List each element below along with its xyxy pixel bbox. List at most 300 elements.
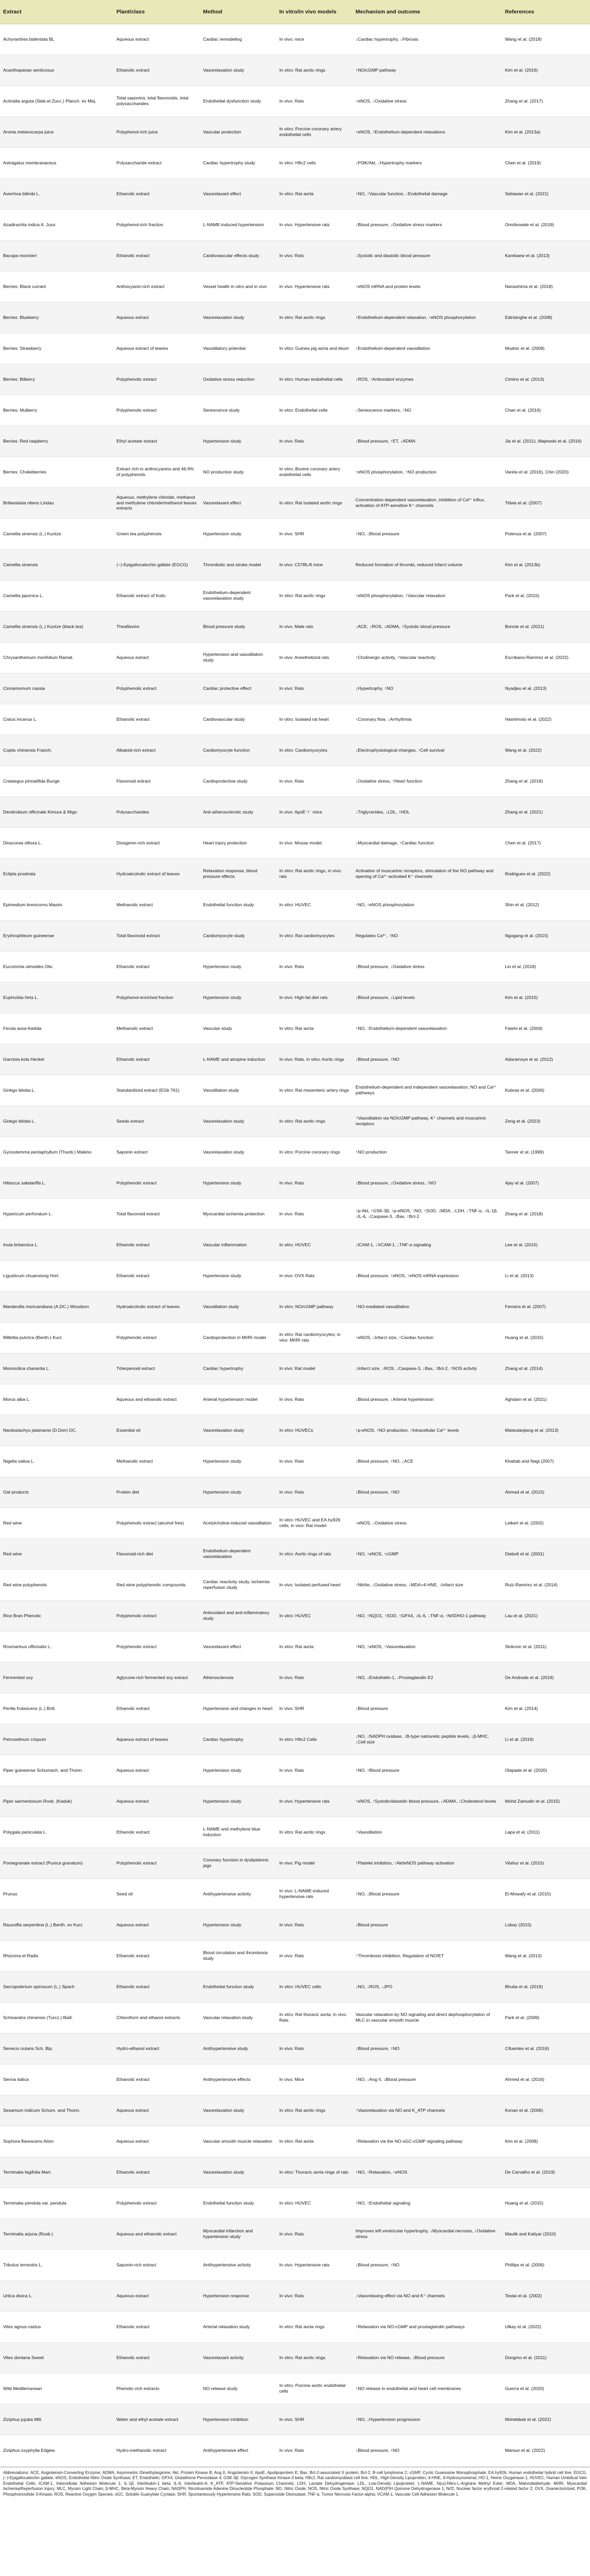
cell-plant-class: Polyphenolic extract <box>113 1322 200 1353</box>
cell-models: In vitro: Bovine coronary artery endothelial cells <box>276 456 352 487</box>
cell-plant-class: Polyphenol-enriched fraction <box>113 982 200 1013</box>
cell-extract: Cistus incanus L. <box>0 704 113 735</box>
cell-references: Omóbowale et al. (2019) <box>502 209 590 240</box>
cell-mechanism: Reduced formation of thrombi, reduced infarct volume <box>352 549 502 580</box>
cell-plant-class: Phenolic-rich extracts <box>113 2373 200 2404</box>
table-row <box>0 1971 590 2002</box>
cell-references: Mohebbati et al. (2022) <box>502 2404 590 2435</box>
cell-extract: Berries: Mulberry <box>0 395 113 426</box>
cell-method: Hypertension study <box>200 951 276 982</box>
cell-method: Cardiac reactivity study, ischemia-reperfusion study <box>200 1569 276 1600</box>
table-row <box>0 395 590 426</box>
cell-references: Jia et al. (2011), Majewski et al. (2016) <box>502 426 590 456</box>
cell-mechanism: ↑p-Akt, ↑GSK-3β, ↑p-eNOS, ↑NO, ↑SOD, ↓MDA, ↓LDH, ↓TNF-α, ↓IL-1β, ↓IL-6, ↓Caspase-3, ↓Bax, ↑Bcl-2 <box>352 1198 502 1229</box>
cell-models: In vitro: HUVEC <box>276 889 352 920</box>
cell-method: Vasorelaxation study <box>200 2157 276 2188</box>
cell-plant-class: Ethanolic extract <box>113 55 200 86</box>
cell-extract: Hibiscus sabdariffa L. <box>0 1167 113 1198</box>
cell-models: In vivo: Rats <box>276 673 352 704</box>
cell-extract: Rice Bran Phenolic <box>0 1600 113 1631</box>
cell-extract: Red wine <box>0 1538 113 1569</box>
cell-references: Leikert et al. (2002) <box>502 1507 590 1538</box>
cell-method: Vasodilatory potential <box>200 333 276 364</box>
cell-references: Sinkovic et al. (2011) <box>502 1631 590 1662</box>
table-row <box>0 2435 590 2466</box>
cell-extract: Averrhoa bilimbi L. <box>0 178 113 209</box>
cell-mechanism: ↓Blood pressure <box>352 1909 502 1940</box>
cell-method: Heart injury protection <box>200 827 276 858</box>
cell-models: In vivo: Rats <box>276 1477 352 1507</box>
cell-references: Potenza et al. (2007) <box>502 518 590 549</box>
cell-mechanism: ↓Oxidative stress, ↑Heart function <box>352 766 502 796</box>
cell-plant-class: Aqueous and ethanolic extract <box>113 2218 200 2249</box>
cell-references: Lapa et al. (2011) <box>502 1817 590 1848</box>
cell-models: In vivo: Rats <box>276 766 352 796</box>
cell-plant-class: Methanolic extract <box>113 1013 200 1044</box>
table-row <box>0 1353 590 1384</box>
cell-plant-class: Seeds extract <box>113 1106 200 1137</box>
cell-mechanism: ↑NO, ↑Blood pressure <box>352 1755 502 1786</box>
cell-references: De Carvalho et al. (2019) <box>502 2157 590 2188</box>
cell-extract: Momordica charantia L. <box>0 1353 113 1384</box>
cell-plant-class: Seed oil <box>113 1878 200 1909</box>
header-mechanism: Mechanism and outcome <box>352 0 502 24</box>
cell-plant-class: Ethanolic extract <box>113 178 200 209</box>
cell-models: In vitro: Rat cardiomyocytes; in vivo: MI/RI rats <box>276 1322 352 1353</box>
cell-plant-class: Aqueous extract <box>113 2126 200 2157</box>
cell-plant-class: Aqueous extract <box>113 2095 200 2126</box>
cell-plant-class: Polysaccharides <box>113 796 200 827</box>
cell-plant-class: Aqueous extract <box>113 302 200 333</box>
cell-mechanism: ↑NO, ↑NQO1, ↑SOD, ↑GPX4, ↓IL-6, ↓TNF-α, ↑Nrf2/HO-1 pathway <box>352 1600 502 1631</box>
table-row <box>0 24 590 55</box>
cell-plant-class: Aqueous extract of leaves <box>113 1724 200 1755</box>
cell-references: Olapade et al. (2020) <box>502 1755 590 1786</box>
cell-models: In vitro: Rat aorta <box>276 178 352 209</box>
cell-references: Mohd Zainudin et al. (2015) <box>502 1786 590 1817</box>
cell-extract: Rauvolfia serpentina (L.) Benth. ex Kurz <box>0 1909 113 1940</box>
table-row <box>0 1693 590 1724</box>
cell-plant-class: Water and ethyl acetate extract <box>113 2404 200 2435</box>
table-footnote: Abbreviations: ACE, Angiotensin-Converting Enzyme; ADMA, Asymmetric Dimethylarginine; Akt, Protein Kinase B; Ang II, Angiotensin II; ApoE, Apolipoprotein E; Bax, Bcl-2-associated X protein; Bcl-2, B-cell lymphoma 2; cGMP, Cyclic Guanosine Monophosphate; EA.hy926, Human endothelial hybrid cell line; EGCG, (−)-Epigallocatechin gallate; eNOS, Endothelial Nitric Oxide Synthase; ET, Endothelin; GPX4, Glutathione Peroxidase 4; GSK-3β, Glycogen Synthase Kinase-3 beta; H9c2, Rat cardiomyoblast cell line; HDL, High-Density Lipoprotein; 4-HNE, 4-Hydroxynonenal; HO-1, Heme Oxygenase-1; HUVEC, Human Umbilical Vein Endothelial Cells; ICAM-1, Intercellular Adhesion Molecule 1; IL-1β, Interleukin-1 beta; IL-6, Interleukin-6; K_ATP, ATP-Sensitive Potassium Channels; LDH, Lactate Dehydrogenase; LDL, Low-Density Lipoprotein; L-NAME, N(ω)-Nitro-L-Arginine Methyl Ester; MDA, Malondialdehyde; MI/RI, Myocardial Ischemia/Reperfusion Injury; MLC, Myosin Light Chain; β-MHC, Beta-Myosin Heavy Chain; NADPH, Nicotinamide Adenine Dinucleotide Phosphate; NO, Nitric Oxide; NOS, Nitric Oxide Synthase; NQO1, NAD(P)H Quinone Dehydrogenase 1; Nrf2, Nuclear factor erythroid 2-related factor 2; OVX, Ovariectomized; PI3K, Phosphoinositide 3-Kinase; ROS, Reactive Oxygen Species; sGC, Soluble Guanylate Cyclase; SHR, Spontaneously Hypertensive Rats; SOD, Superoxide Dismutase; TNF-α, Tumor Necrosis Factor-alpha; VCAM-1, Vascular Cell Adhesion Molecule 1. <box>0 2467 590 2497</box>
cell-extract: Coptis chinensis Franch. <box>0 735 113 766</box>
cell-references: Tanner et al. (1999) <box>502 1137 590 1167</box>
cell-plant-class: Saponin-rich extract <box>113 2249 200 2280</box>
cell-method: Hypertension study <box>200 1446 276 1477</box>
cell-references: Kim et al. (2013b) <box>502 549 590 580</box>
table-row <box>0 1198 590 1229</box>
table-row <box>0 2095 590 2126</box>
cell-method: Myocardial ischemia protection <box>200 1198 276 1229</box>
cell-extract: Berries: Bilberry <box>0 364 113 395</box>
cell-references: Ahmad et al. (2015) <box>502 1477 590 1507</box>
cell-mechanism: ↓Blood pressure, ↑NO <box>352 1044 502 1075</box>
cell-mechanism: ↑eNOS mRNA and protein levels <box>352 271 502 302</box>
cell-models: In vitro: HUVEC and EA.hy926 cells; in vivo: Rat model <box>276 1507 352 1538</box>
cell-plant-class: Total flavonoid extract <box>113 1198 200 1229</box>
cell-models: In vivo: Rats <box>276 1909 352 1940</box>
cell-plant-class: Methanolic extract <box>113 889 200 920</box>
table-row <box>0 1291 590 1322</box>
cell-extract: Eclipta prostrata <box>0 858 113 889</box>
cell-plant-class: Ethanolic extract <box>113 704 200 735</box>
cell-mechanism: ↓Cardiac hypertrophy, ↓Fibrosis <box>352 24 502 55</box>
cell-models: In vivo: Anesthetized rats <box>276 642 352 673</box>
cell-models: In vitro: Rat aortic rings <box>276 302 352 333</box>
cell-extract: Berries: Chokeberries <box>0 456 113 487</box>
cell-models: In vivo: Isolated perfused heart <box>276 1569 352 1600</box>
cell-models: In vitro: Rat isolated aortic rings <box>276 487 352 518</box>
cell-extract: Vitex agnus-castus <box>0 2311 113 2342</box>
cell-models: In vivo: Rats <box>276 1755 352 1786</box>
cell-plant-class: Ethanolic extract <box>113 2311 200 2342</box>
cell-models: In vitro: Rat mesenteric artery rings <box>276 1075 352 1106</box>
cell-plant-class: Diosgenin-rich extract <box>113 827 200 858</box>
cell-references: Ahmed et al. (2016) <box>502 2064 590 2095</box>
cell-models: In vitro: HUVEC cells <box>276 1971 352 2002</box>
cell-method: Cardiovascular effects study <box>200 240 276 271</box>
cell-extract: Epimedium brevicornu Maxim. <box>0 889 113 920</box>
table-row <box>0 1415 590 1446</box>
cell-plant-class: Ethanolic extract <box>113 240 200 271</box>
header-method: Method <box>200 0 276 24</box>
cell-models: In vitro: Porcine aortic endothelial cells <box>276 2373 352 2404</box>
cell-references: Diebolt et al. (2001) <box>502 1538 590 1569</box>
table-row <box>0 209 590 240</box>
cell-method: Arterial hypertension model <box>200 1384 276 1415</box>
table-row <box>0 1724 590 1755</box>
cell-mechanism: ↑NO, ↓Ang II, ↓Blood pressure <box>352 2064 502 2095</box>
cell-method: Cardiomyocyte study <box>200 920 276 951</box>
cell-extract: Millettia pulchra (Benth.) Kurz <box>0 1322 113 1353</box>
cell-extract: Berries: Strawberry <box>0 333 113 364</box>
cell-mechanism: ↓Hypertrophy, ↑NO <box>352 673 502 704</box>
cell-references: Phillips et al. (2006) <box>502 2249 590 2280</box>
cell-references: Kim et al. (2014) <box>502 1693 590 1724</box>
cell-references: Khattab and Nagi (2007) <box>502 1446 590 1477</box>
table-row <box>0 333 590 364</box>
cell-mechanism: ↓Electrophysiological changes, ↑Cell survival <box>352 735 502 766</box>
cell-mechanism: ↑NO production <box>352 1137 502 1167</box>
cell-models: In vivo: Rats <box>276 1446 352 1477</box>
cell-mechanism: ↓ACE, ↓ROS, ↓ADMA, ↑Systolic blood pressure <box>352 611 502 642</box>
cell-models: In vitro: HUVEC <box>276 1229 352 1260</box>
cell-references: Chen et al. (2019) <box>502 147 590 178</box>
cell-references: Ngogang et al. (2015) <box>502 920 590 951</box>
cell-method: Coronary function in dyslipidemic pigs <box>200 1848 276 1878</box>
cell-plant-class: Alkaloid-rich extract <box>113 735 200 766</box>
cell-plant-class: Ethanolic extract <box>113 1260 200 1291</box>
cell-mechanism: ↑eNOS phosphorylation, ↑NO production <box>352 456 502 487</box>
cell-references: Maulik and Katiyar (2010) <box>502 2218 590 2249</box>
cell-extract: Astragalus membranaceus <box>0 147 113 178</box>
cell-method: Endothelium-dependent vasorelaxation study <box>200 580 276 611</box>
cell-method: Oxidative stress reduction <box>200 364 276 395</box>
cell-mechanism: ↑NO, ↑eNOS, ↑cGMP <box>352 1538 502 1569</box>
cell-extract: Chrysanthemum morifolium Ramat. <box>0 642 113 673</box>
cell-method: Vasorelaxation study <box>200 1106 276 1137</box>
cell-extract: Morus alba L. <box>0 1384 113 1415</box>
table-row <box>0 456 590 487</box>
cell-plant-class: Ethanolic extract <box>113 2064 200 2095</box>
cell-references: De Andrade et al. (2019) <box>502 1662 590 1693</box>
cell-models: In vivo: SHR <box>276 2404 352 2435</box>
table-row <box>0 2033 590 2064</box>
cell-extract: Piper sarmentosum Roxb. (Kaduk) <box>0 1786 113 1817</box>
table-row <box>0 1013 590 1044</box>
cell-method: Vascular relaxation study <box>200 2002 276 2033</box>
cell-plant-class: Extract rich in anthocyanins and 46.9% of polyphenols <box>113 456 200 487</box>
cell-models: In vitro: Rat aortic rings <box>276 2342 352 2373</box>
cell-references: Huang et al. (2015) <box>502 1322 590 1353</box>
cell-method: Hypertension study <box>200 1786 276 1817</box>
cell-mechanism: ↓Blood pressure, ↓Oxidative stress, ↑NO <box>352 1167 502 1198</box>
cell-extract: Acanthopanax senticosus <box>0 55 113 86</box>
cell-extract: Vitex doniana Sweet <box>0 2342 113 2373</box>
cell-models: In vivo: Rats <box>276 1198 352 1229</box>
cell-extract: Petroselinum crispum <box>0 1724 113 1755</box>
cell-mechanism: Concentration-dependent vasorelaxation, inhibition of Ca²⁺ influx, activation of ATP-sensitive K⁺ channels <box>352 487 502 518</box>
cell-references: Setiawan et al. (2021) <box>502 178 590 209</box>
table-row <box>0 1167 590 1198</box>
cell-plant-class: Aqueous extract <box>113 24 200 55</box>
cell-extract: Senecio nutans Sch. Bip. <box>0 2033 113 2064</box>
cell-extract: Ziziphus oxyphylla Edgew. <box>0 2435 113 2466</box>
cell-extract: Wild Mediterranean <box>0 2373 113 2404</box>
cell-models: In vivo: Male rats <box>276 611 352 642</box>
cell-plant-class: Polyphenolic extract <box>113 395 200 426</box>
cell-mechanism: ↑Endothelium-dependent relaxation, ↑eNOS phosphorylation <box>352 302 502 333</box>
cell-references: Rodrigues et al. (2022) <box>502 858 590 889</box>
cell-references: Wang et al. (2022) <box>502 735 590 766</box>
cell-method: Blood circulation and thrombosis study <box>200 1940 276 1971</box>
cell-plant-class: Hydro-methanolic extract <box>113 2435 200 2466</box>
cell-method: Myocardial infarction and hypertension study <box>200 2218 276 2249</box>
table-row <box>0 55 590 86</box>
cell-plant-class: Polyphenolic extract <box>113 2188 200 2218</box>
cell-references: Varela et al. (2016), Chin (2020) <box>502 456 590 487</box>
cell-mechanism: ↑NO, ↑eNOS, ↑Vasorelaxation <box>352 1631 502 1662</box>
cell-method: Vasorelaxant activity <box>200 2342 276 2373</box>
cell-method: Atherosclerosis <box>200 1662 276 1693</box>
cell-method: Vascular study <box>200 1013 276 1044</box>
cell-plant-class: Chloroform and ethanol extracts <box>113 2002 200 2033</box>
cell-references: Kim et al. (2016) <box>502 55 590 86</box>
cell-plant-class: Ethanolic extract <box>113 1817 200 1848</box>
cell-mechanism: ↑NO, ↑eNOS phosphorylation <box>352 889 502 920</box>
cell-plant-class: Ethanolic extract of fruits <box>113 580 200 611</box>
table-row <box>0 549 590 580</box>
cell-method: L-NAME-induced hypertension <box>200 209 276 240</box>
table-row <box>0 1662 590 1693</box>
table-row <box>0 271 590 302</box>
cell-extract: Terminalia fagifolia Mart. <box>0 2157 113 2188</box>
cell-mechanism: ↑Nitrite, ↓Oxidative stress, ↓MDA+4-HNE, ↓Infarct size <box>352 1569 502 1600</box>
cell-references: Lin et al. (2018) <box>502 951 590 982</box>
cell-method: Vasorelaxation study <box>200 2095 276 2126</box>
cell-plant-class: Flavonoid-rich diet <box>113 1538 200 1569</box>
cell-models: In vivo: Hypertensive rats <box>276 1786 352 1817</box>
cell-extract: Aronia melanocarpa juice <box>0 116 113 147</box>
table-row <box>0 1260 590 1291</box>
cell-references: Kubota et al. (2006) <box>502 1075 590 1106</box>
cell-models: In vitro: HUVECs <box>276 1415 352 1446</box>
cell-method: Vasorelaxation study <box>200 1137 276 1167</box>
cell-method: Arterial relaxation study <box>200 2311 276 2342</box>
cell-mechanism: ↓Blood pressure, ↑NO <box>352 2033 502 2064</box>
cell-method: Vasorelaxant effect <box>200 1631 276 1662</box>
cell-plant-class: Aqueous extract <box>113 1755 200 1786</box>
cell-mechanism: ↑eNOS, ↓Oxidative stress <box>352 86 502 116</box>
table-row <box>0 1755 590 1786</box>
cell-models: In vitro: NO/cGMP pathway <box>276 1291 352 1322</box>
cell-references: Mansur et al. (2022) <box>502 2435 590 2466</box>
cell-references: Zhang et al. (2017) <box>502 86 590 116</box>
cell-mechanism: ↓Systolic and diastolic blood pressure <box>352 240 502 271</box>
cell-mechanism: ↓Blood pressure, ↓Oxidative stress <box>352 951 502 982</box>
cell-references: Kim et al. (2008) <box>502 2126 590 2157</box>
header-references: References <box>502 0 590 24</box>
cell-mechanism: ↓Blood pressure, ↑eNOS, ↑eNOS mRNA expression <box>352 1260 502 1291</box>
cell-method: L-NAME and atropine induction <box>200 1044 276 1075</box>
cell-models: In vivo: ApoE⁻/⁻ mice <box>276 796 352 827</box>
cell-extract: Ginkgo biloba L. <box>0 1075 113 1106</box>
table-row <box>0 364 590 395</box>
cell-models: In vivo: mice <box>276 24 352 55</box>
cell-extract: Brillantaisia nitens Lindau <box>0 487 113 518</box>
cell-extract: Camellia japonica L. <box>0 580 113 611</box>
cell-models: In vivo: Rats <box>276 2435 352 2466</box>
cell-plant-class: Polyphenolic extract <box>113 673 200 704</box>
cell-extract: Gynostemma pentaphyllum (Thunb.) Makino <box>0 1137 113 1167</box>
cell-mechanism: ↓Vasorelaxing effect via NO and K⁺ channels <box>352 2280 502 2311</box>
cell-models: In vitro: Human endothelial cells <box>276 364 352 395</box>
cell-references: Fatehi et al. (2004) <box>502 1013 590 1044</box>
cell-references: Adaramoye et al. (2012) <box>502 1044 590 1075</box>
table-body <box>0 24 590 2466</box>
cell-method: Vasorelaxation study <box>200 1415 276 1446</box>
cell-extract: Achyranthes bidentata BL <box>0 24 113 55</box>
table-row <box>0 1817 590 1848</box>
cell-method: Vascular protection <box>200 116 276 147</box>
cell-extract: Mandevilla moricandiana (A.DC.) Woodson <box>0 1291 113 1322</box>
cell-references: Vilahur et al. (2015) <box>502 1848 590 1878</box>
cell-mechanism: ↑eNOS, ↑Systolic/diastolic blood pressure, ↓ADMA, ↓Cholesterol levels <box>352 1786 502 1817</box>
cell-models: In vitro: Rat aortic rings <box>276 1817 352 1848</box>
table-row <box>0 1446 590 1477</box>
cell-mechanism: Endothelium-dependent and independent vasorelaxation, NO and Ca²⁺ pathways <box>352 1075 502 1106</box>
cell-method: Hypertension study <box>200 1167 276 1198</box>
cell-references: Wang et al. (2013) <box>502 1940 590 1971</box>
cell-models: In vitro: Rat aortic rings, in vivo: rats <box>276 858 352 889</box>
table-row <box>0 858 590 889</box>
cell-models: In vivo: Rats <box>276 2033 352 2064</box>
table-row <box>0 178 590 209</box>
cell-mechanism: ↓ICAM-1, ↓VCAM-1, ↓TNF-α signaling <box>352 1229 502 1260</box>
table-row <box>0 116 590 147</box>
cell-models: In vivo: Mouse model <box>276 827 352 858</box>
cell-plant-class: Total flavonoid extract <box>113 920 200 951</box>
cell-extract: Camellia sinensis (L.) Kuntze <box>0 518 113 549</box>
cell-models: In vitro: Thoracic aorta rings of rats <box>276 2157 352 2188</box>
cell-models: In vitro: Porcine coronary artery endothelial cells <box>276 116 352 147</box>
cell-extract: Red wine <box>0 1507 113 1538</box>
table-row <box>0 766 590 796</box>
cell-models: In vitro: Rat aorta <box>276 1013 352 1044</box>
table-row <box>0 2311 590 2342</box>
table-row <box>0 1786 590 1817</box>
cell-method: Hypertension study <box>200 982 276 1013</box>
cell-extract: Hypericum perforatum L. <box>0 1198 113 1229</box>
cell-mechanism: ↓Senescence markers, ↑NO <box>352 395 502 426</box>
cell-mechanism: ↑NO, ↑Vascular function, ↓Endothelial damage <box>352 178 502 209</box>
cell-extract: Berries: Red raspberry <box>0 426 113 456</box>
table-row <box>0 487 590 518</box>
cell-mechanism: ↓NO, ↓NADPH oxidase, ↓B-type natriuretic peptide levels, ↓β-MHC, ↓Cell size <box>352 1724 502 1755</box>
cell-references: Li et al. (2013) <box>502 1260 590 1291</box>
header-plant-class: Plant/class <box>113 0 200 24</box>
cell-method: Endothelial function study <box>200 1971 276 2002</box>
cell-mechanism: ↑Relaxation via the NO-sGC-cGMP signaling pathway <box>352 2126 502 2157</box>
table-row <box>0 1137 590 1167</box>
cell-models: In vitro: Rat cardiomyocytes <box>276 920 352 951</box>
cell-mechanism: ↓Infarct size, ↓ROS, ↓Caspase-3, ↓Bax, ↑Bcl-2, ↑NOS activity <box>352 1353 502 1384</box>
cell-models: In vitro: Rat aorta rings <box>276 2311 352 2342</box>
cell-extract: Dioscorea villosa L. <box>0 827 113 858</box>
table-header-row <box>0 0 590 24</box>
cell-models: In vivo: Rats, in vitro: Aortic rings <box>276 1044 352 1075</box>
cell-models: In vivo: Rats <box>276 426 352 456</box>
cell-models: In vivo: Rats <box>276 240 352 271</box>
cell-plant-class: Aqueous and ethanolic extract <box>113 1384 200 1415</box>
cell-references: Escribano-Ramírez et al. (2022) <box>502 642 590 673</box>
cell-method: Cardioprotection in MI/RI model <box>200 1322 276 1353</box>
cell-models: In vivo: C57BL/6 mice <box>276 549 352 580</box>
cell-method: Antihypertensive study <box>200 2033 276 2064</box>
cell-models: In vitro: Rat aorta <box>276 2126 352 2157</box>
cell-references: Chan et al. (2016) <box>502 395 590 426</box>
cell-models: In vivo: Hypertensive rats <box>276 2249 352 2280</box>
cell-extract: Schisandra chinensis (Turcz.) Baill. <box>0 2002 113 2033</box>
cell-references: Nyadjeu et al. (2013) <box>502 673 590 704</box>
cell-method: Vessel health in vitro and in vivo <box>200 271 276 302</box>
cell-extract: Piper guineense Schumach. and Thonn. <box>0 1755 113 1786</box>
cell-mechanism: ↓Blood pressure, ↓Oxidative stress markers <box>352 209 502 240</box>
cell-mechanism: ↑Relaxation via NO-cGMP and prostaglandin pathways <box>352 2311 502 2342</box>
cell-method: Anti-atherosclerotic study <box>200 796 276 827</box>
cell-method: Hypertension and changes in heart <box>200 1693 276 1724</box>
cell-references: Lee et al. (2015) <box>502 1229 590 1260</box>
cell-method: Thrombotic and stroke model <box>200 549 276 580</box>
table-row <box>0 86 590 116</box>
cell-extract: Crataegus pinnatifida Bunge <box>0 766 113 796</box>
cell-method: L-NAME and methylene blue induction <box>200 1817 276 1848</box>
table-row <box>0 920 590 951</box>
cell-method: Antihypertensive effects <box>200 2064 276 2095</box>
cell-plant-class: Ethanolic extract <box>113 1940 200 1971</box>
cell-models: In vivo: L-NAME-induced hypertensive rats <box>276 1878 352 1909</box>
cell-mechanism: ↑Vasodilation <box>352 1817 502 1848</box>
cell-plant-class: Polyphenolic extract <box>113 1631 200 1662</box>
table-row <box>0 2342 590 2373</box>
cell-references: Wang et al. (2018) <box>502 24 590 55</box>
header-extract: Extract <box>0 0 113 24</box>
table-row <box>0 1477 590 1507</box>
cell-references: Kamkaew et al. (2013) <box>502 240 590 271</box>
cell-mechanism: ↑Cholinergic activity, ↑Vascular reactivity <box>352 642 502 673</box>
cell-references: Lobay (2015) <box>502 1909 590 1940</box>
cell-plant-class: Ethanolic extract <box>113 2157 200 2188</box>
